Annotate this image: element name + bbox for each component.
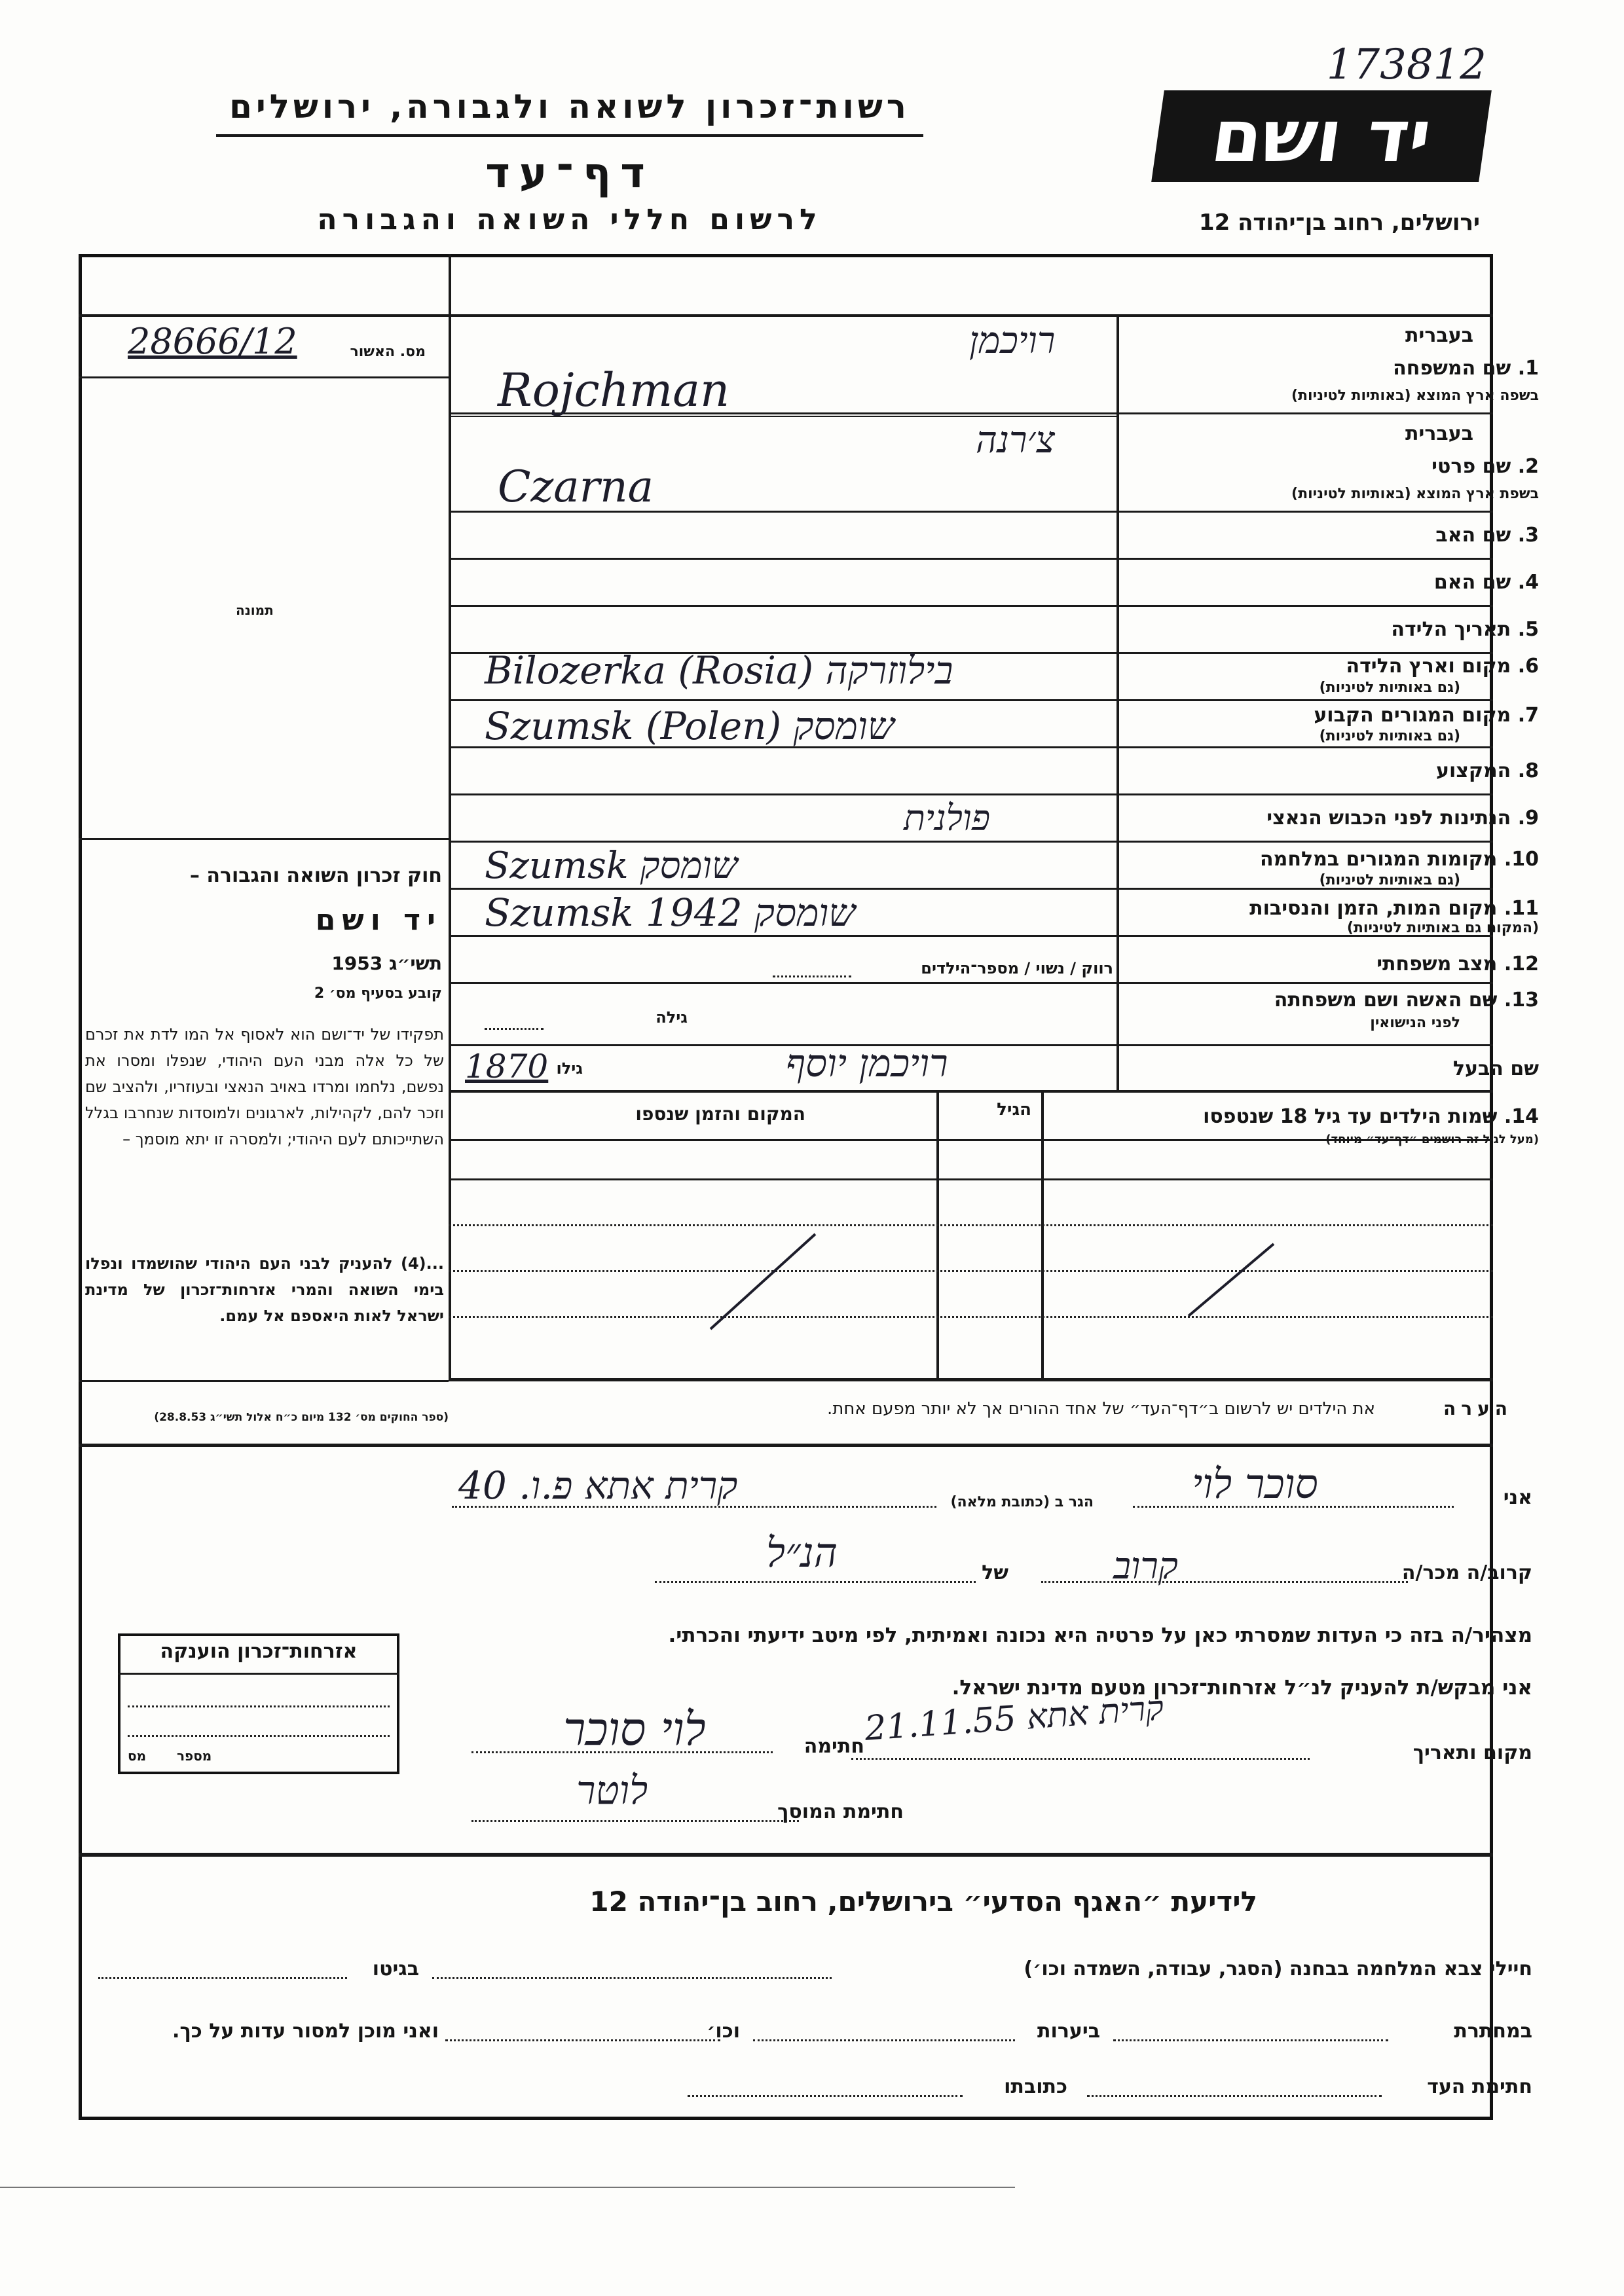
place-date-blank bbox=[851, 1758, 1310, 1760]
request-text: אני מבקש/ת להעניק לנ״ל אזרחות־זכרון מטעם מדינת ישראל. bbox=[951, 1676, 1532, 1700]
field-10-sublabel: (גם באותיות לטיניות) bbox=[1319, 872, 1460, 888]
authority-title: רשות־זכרון לשואה ולגבורה, ירושלים bbox=[229, 88, 910, 126]
reference-number: 173812 bbox=[1326, 41, 1486, 89]
authority-underline bbox=[216, 134, 923, 137]
row-rule bbox=[449, 793, 1493, 795]
declaration-text: מצהיר/ה בזה כי העדות שמסרתי כאן על פרטיה היא נכונה ואמיתית, לפי מיטב ידיעתי והכרתי. bbox=[668, 1624, 1532, 1647]
law-paragraph: תפקידו של יד־ושם הוא לאסוף אל המו לדת את זכרם של כל אלה מבני העם היהודי, שנפלו ומסרו את נפשם, נלחמו ומרדו באויב הנאצי ובעוזריו, ולהציב שם וזכר להם, לקהילות, לארגונים ולמוסדות שנחרבו בגלל השתייכותם לעם היהודי; ולמסרה זו יתא מוסמך – bbox=[85, 1025, 444, 1148]
field-11-value: Szumsk 1942 שומסק bbox=[485, 890, 856, 935]
field-7-value: Szumsk (Polen) שומסק bbox=[485, 704, 895, 748]
field-2-latin-value: Czarna bbox=[498, 462, 654, 512]
authorizer-label: חתימת המוסך bbox=[777, 1800, 904, 1823]
citizenship-line bbox=[128, 1705, 390, 1707]
mother-name-label: שם האם bbox=[1433, 571, 1511, 594]
left-ref-rule bbox=[79, 1380, 449, 1382]
field-11-label: 11. מקום המות, הזמן והנסיבות bbox=[1249, 897, 1539, 920]
citizenship-number-prefix: מס bbox=[128, 1748, 147, 1764]
death-place-label: מקום המות, הזמן והנסיבות bbox=[1249, 897, 1498, 920]
header-address: ירושלים, רחוב בן־יהודה 12 bbox=[1198, 210, 1480, 236]
field-2-sublabel: בשפת ארץ המוצא (באותיות לטיניות) bbox=[1291, 486, 1539, 502]
family-status-label: מצב משפחתי bbox=[1376, 953, 1498, 975]
relative-label: קרוב/ה מכר/ה bbox=[1401, 1561, 1532, 1584]
footer-separator bbox=[79, 1853, 1493, 1857]
row-rule bbox=[449, 558, 1493, 560]
field-13-sublabel: לפני הנישואין bbox=[1370, 1015, 1460, 1031]
law-year: תשי״ג 1953 bbox=[331, 953, 442, 974]
note-top-rule bbox=[449, 1378, 1493, 1381]
field-3-label: 3. שם האב bbox=[1435, 524, 1539, 547]
field-8-label: 8. המקצוע bbox=[1435, 759, 1539, 782]
field-6-label: 6. מקום וארץ הלידה bbox=[1346, 655, 1539, 678]
family-status-options: רווק / נשוי / מספר־הילדים bbox=[921, 959, 1113, 977]
label-column-divider bbox=[1116, 314, 1119, 1090]
footer-line3-blank-2 bbox=[688, 2095, 963, 2097]
nationality-label: הנתינות לפני הכבוש הנאצי bbox=[1266, 807, 1511, 829]
profession-label: המקצוע bbox=[1435, 759, 1511, 782]
field-2-text: שם פרטי bbox=[1431, 455, 1511, 478]
birth-date-label: תאריך הלידה bbox=[1391, 618, 1511, 641]
field-1-hebrew-value: רויכמן bbox=[969, 319, 1056, 362]
form-title: דף־עד bbox=[485, 149, 654, 198]
row-rule bbox=[449, 841, 1493, 843]
footer-line3-blank-1 bbox=[1087, 2095, 1382, 2097]
citizenship-number-label: מספר bbox=[177, 1748, 212, 1764]
declarant-value: סוכר לוי bbox=[1192, 1460, 1318, 1508]
field-7-label: 7. מקום המגורים הקבוע bbox=[1314, 704, 1539, 727]
authorizer-value: לוטר bbox=[576, 1768, 648, 1813]
residence-address-value: קרית אתא פ.ו. 40 bbox=[458, 1463, 738, 1508]
top-strip-rule bbox=[79, 314, 1493, 317]
row-rule bbox=[449, 1090, 1493, 1093]
field-11-sublabel: (המקום גם באותיות לטיניות) bbox=[1346, 920, 1539, 936]
field-10-value: Szumsk שומסק bbox=[485, 845, 738, 887]
law-title: חוק זכרון השואה והגבורה – bbox=[189, 864, 442, 887]
note-label: הערה bbox=[1443, 1398, 1513, 1419]
yad-vashem-logo: יד ושם bbox=[1151, 90, 1492, 182]
law-section: קובע בסעיף מס׳ 2 bbox=[314, 985, 442, 1002]
children-sublabel: (מעל לגיל זה רושמים ״דף־עד״ מיוחד) bbox=[1325, 1133, 1539, 1146]
field-2-heb-tag: בעברית bbox=[1405, 422, 1473, 445]
footer-line2-mid1: ביערות bbox=[1037, 2020, 1100, 2043]
row-rule bbox=[449, 935, 1493, 937]
note-bottom-rule bbox=[79, 1444, 1493, 1447]
husband-age-value: 1870 bbox=[465, 1048, 549, 1085]
page-bottom-rule bbox=[0, 2187, 1015, 2188]
field-1-latin-value: Rojchman bbox=[498, 363, 730, 417]
of-blank bbox=[655, 1581, 976, 1583]
children-number: 14. bbox=[1504, 1105, 1539, 1128]
husband-name-value: רויכמן יוסף bbox=[786, 1041, 948, 1085]
children-title bbox=[1203, 1105, 1539, 1128]
place-date-label: מקום ותאריך bbox=[1412, 1741, 1532, 1764]
footer-line1-blank bbox=[432, 1977, 832, 1979]
footer-line2-mid2: וכו׳ bbox=[707, 2020, 740, 2043]
footer-line2-end: ואני מוכן למסור עדות על כך. bbox=[172, 2020, 439, 2043]
of-label: של bbox=[982, 1561, 1008, 1584]
permit-number-label: מס. האשור bbox=[350, 344, 426, 360]
relative-blank bbox=[1041, 1581, 1408, 1583]
field-9-label: 9. הנתינות לפני הכבוש הנאצי bbox=[1266, 807, 1539, 829]
children-strike-lines bbox=[449, 1178, 1493, 1375]
footer-line1-label: חיילי צבא המלחמה בבחנה (הסגר, עבודה, השמדה וכו׳) bbox=[1024, 1958, 1532, 1980]
field-13-label: 13. שם האשה ושם משפחתה bbox=[1274, 989, 1539, 1011]
footer-line2-label: במחתרת bbox=[1454, 2020, 1532, 2043]
law-reference: (ספר החוקים מס׳ 132 מיום כ״ח אלול תשי״ג 28.8.53) bbox=[154, 1411, 449, 1424]
relative-value: קרוב bbox=[1113, 1545, 1178, 1588]
permit-number-value: 28666/12 bbox=[128, 321, 297, 362]
field-2-number: 2. bbox=[1517, 455, 1539, 478]
residence-label: מקום המגורים הקבוע bbox=[1314, 704, 1511, 727]
declarant-blank bbox=[1133, 1506, 1454, 1508]
husband-age-label: גילו bbox=[556, 1059, 583, 1078]
field-5-label: 5. תאריך הלידה bbox=[1391, 618, 1539, 641]
footer-line1-blank-2 bbox=[98, 1977, 347, 1979]
signature-blank bbox=[471, 1751, 773, 1753]
children-place-header: המקום והזמן שנספו bbox=[635, 1103, 805, 1125]
field-9-value: פולנית bbox=[904, 797, 991, 839]
footer-line2-blank-2 bbox=[753, 2039, 1015, 2041]
field-1-number: 1. bbox=[1517, 357, 1539, 380]
field-7-sublabel: (גם באותיות לטיניות) bbox=[1319, 728, 1460, 744]
row-rule bbox=[449, 605, 1493, 607]
citizenship-line bbox=[128, 1735, 390, 1737]
field-4-label: 4. שם האם bbox=[1433, 571, 1539, 594]
children-age-header: הגיל bbox=[997, 1100, 1031, 1120]
family-status-blank bbox=[773, 975, 851, 977]
footer-line3-label: חתימת העד bbox=[1427, 2075, 1532, 2098]
footer-line2-blank-1 bbox=[1113, 2039, 1388, 2041]
field-1-sublabel: בשפה ארץ המוצא (באותיות לטיניות) bbox=[1291, 388, 1539, 404]
field-12-label: 12. מצב משפחתי bbox=[1376, 953, 1539, 975]
field-2-hebrew-value: צ׳רנה bbox=[976, 419, 1055, 462]
field-6-value: Bilozerka (Rosia) בילוזרקה bbox=[485, 648, 953, 693]
husband-label: שם הבעל bbox=[1452, 1057, 1539, 1080]
footer-title: לידיעת ״האגף הסדעי״ בירושלים, רחוב בן־יהודה 12 bbox=[589, 1886, 1257, 1918]
field-2-label bbox=[1431, 455, 1539, 478]
photo-box-top bbox=[79, 376, 449, 378]
signature-label: חתימה bbox=[803, 1735, 864, 1758]
wife-age-blank bbox=[485, 1028, 544, 1030]
photo-label: תמונה bbox=[236, 602, 274, 618]
field-1-label bbox=[1393, 357, 1539, 380]
children-title-text: שמות הילדים עד גיל 18 שנטפסו bbox=[1203, 1105, 1498, 1128]
law-clause-4: ...(4) להעניק לבני העם היהודי שהושמדו ונפלו בימי השואה והמרי אזרחות־זכרון של מדינת ישראל לאות היאספם אל עמם. bbox=[85, 1254, 444, 1325]
wife-name-label: שם האשה ושם משפחתה bbox=[1274, 989, 1498, 1011]
footer-line2-blank-3 bbox=[445, 2039, 720, 2041]
note-text: את הילדים יש לרשום ב״דף־העד״ של אחד ההורים אך לא יותר מפעם אחת. bbox=[826, 1399, 1375, 1419]
father-name-label: שם האב bbox=[1435, 524, 1511, 547]
field-1-heb-tag: בעברית bbox=[1405, 324, 1473, 347]
field-1-text: שם המשפחה bbox=[1393, 357, 1511, 380]
form-subtitle: לרשום חללי השואה והגבורה bbox=[317, 203, 822, 236]
footer-line1-end: בגיטו bbox=[372, 1958, 419, 1980]
residence-address-label: הגר ב (כתובת מלאה) bbox=[950, 1494, 1094, 1510]
authorizer-blank bbox=[471, 1820, 799, 1822]
of-value: הנ״ל bbox=[766, 1529, 838, 1576]
birthplace-label: מקום וארץ הלידה bbox=[1346, 655, 1511, 678]
law-name: יד ושם bbox=[315, 903, 442, 937]
photo-box-bottom bbox=[79, 838, 449, 840]
signature-value: לוי סוכר bbox=[563, 1702, 706, 1756]
row-rule bbox=[449, 699, 1493, 701]
row-rule bbox=[449, 982, 1493, 984]
field-6-sublabel: (גם באותיות לטיניות) bbox=[1319, 680, 1460, 696]
wife-age-label: גילה bbox=[655, 1008, 688, 1027]
footer-line3-mid: כתובתו bbox=[1004, 2075, 1067, 2098]
declarant-label: אני bbox=[1503, 1486, 1532, 1509]
citizenship-title-rule bbox=[118, 1673, 399, 1675]
address-blank bbox=[452, 1506, 936, 1508]
place-date-value: קרית אתא 21.11.55 bbox=[863, 1688, 1166, 1749]
citizenship-title: אזרחות־זכרון הוענקה bbox=[160, 1640, 358, 1663]
field-10-label: 10. מקומות המגורים במלחמה bbox=[1260, 848, 1539, 871]
wartime-residence-label: מקומות המגורים במלחמה bbox=[1260, 848, 1498, 871]
row-rule bbox=[449, 1044, 1493, 1046]
